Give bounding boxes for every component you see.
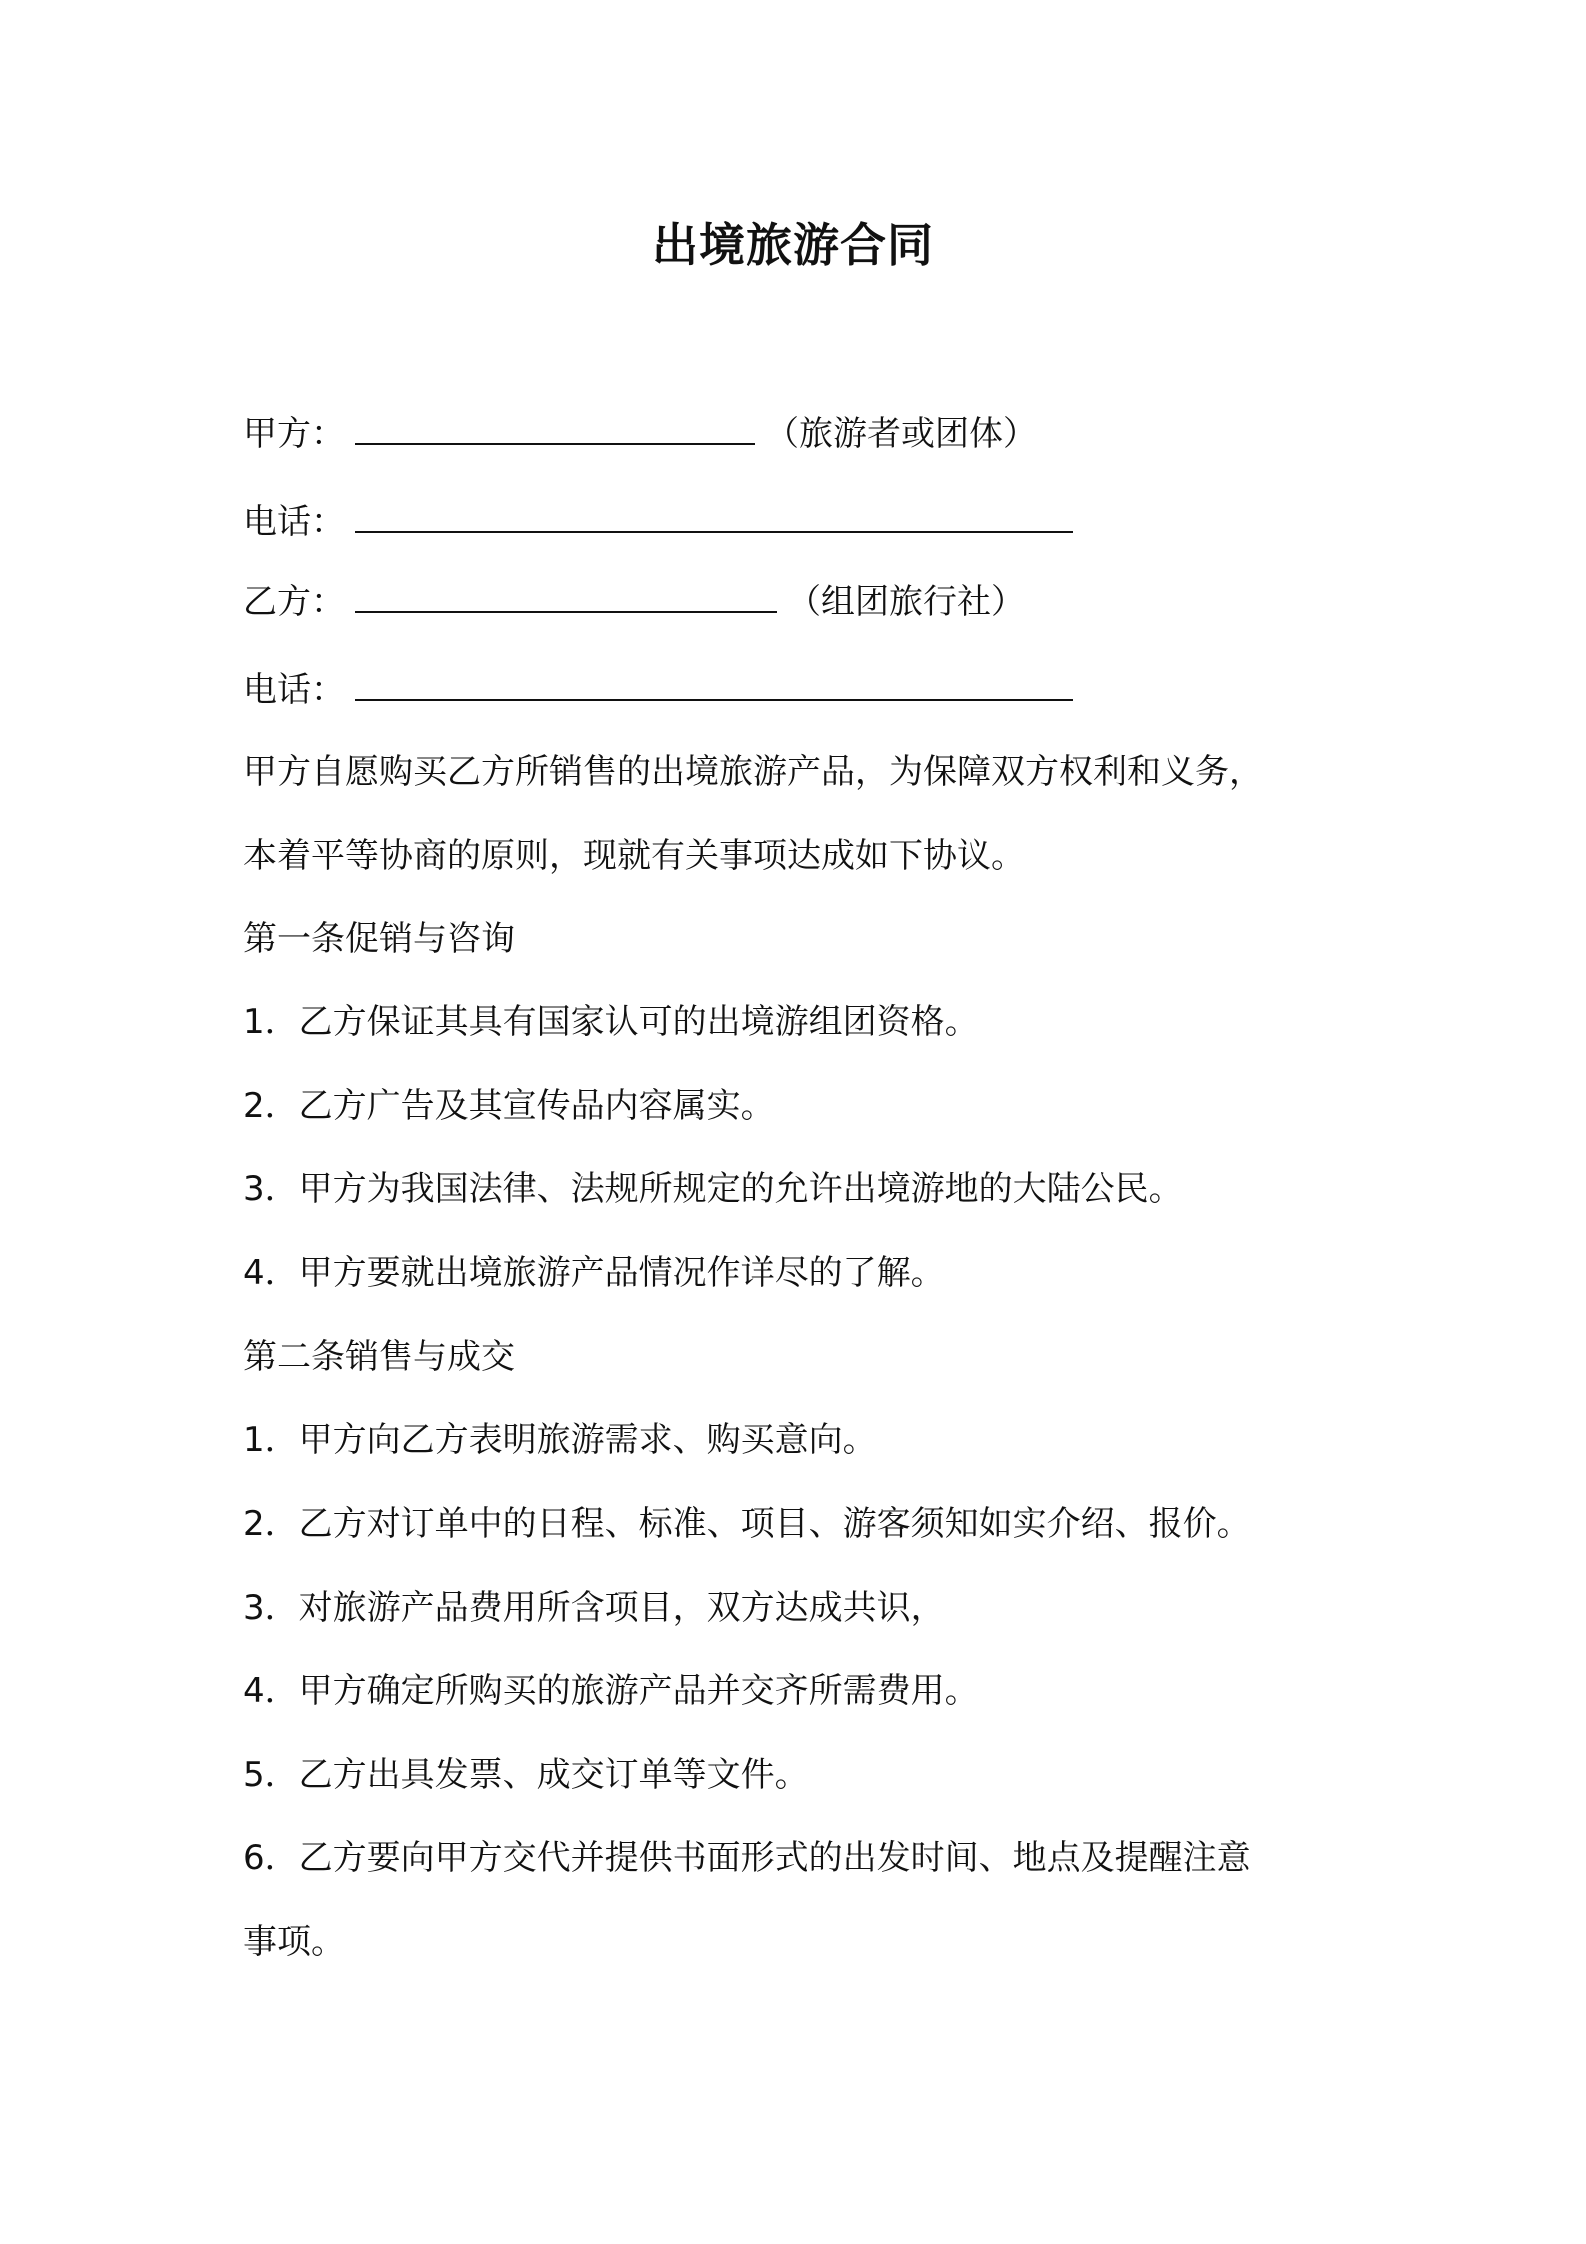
article2-item: 5．乙方出具发票、成交订单等文件。 [243, 1755, 809, 1795]
party-b-phone-label: 电话： [243, 670, 345, 710]
article2-item-continued: 事项。 [243, 1922, 345, 1962]
article2-item: 3．对旅游产品费用所含项目，双方达成共识， [243, 1588, 945, 1628]
article2-item: 4．甲方确定所购买的旅游产品并交齐所需费用。 [243, 1671, 979, 1711]
party-a-phone-line [243, 500, 1083, 544]
intro-line-2: 本着平等协商的原则，现就有关事项达成如下协议。 [243, 836, 1025, 876]
document-title: 出境旅游合同 [652, 218, 934, 272]
party-a-phone-blank [355, 501, 1073, 533]
party-b-phone-line [243, 668, 1083, 712]
party-b-blank [355, 581, 777, 613]
article1-item: 4．甲方要就出境旅游产品情况作详尽的了解。 [243, 1253, 945, 1293]
party-a-phone-label: 电话： [243, 502, 345, 542]
intro-line-1: 甲方自愿购买乙方所销售的出境旅游产品，为保障双方权利和义务， [243, 752, 1263, 792]
article1-heading: 第一条促销与咨询 [243, 919, 515, 959]
party-a-label: 甲方： [243, 414, 345, 454]
article1-item: 3．甲方为我国法律、法规所规定的允许出境游地的大陆公民。 [243, 1169, 1183, 1209]
party-b-label: 乙方： [243, 582, 345, 622]
party-a-blank [355, 413, 755, 445]
party-b-phone-blank [355, 669, 1073, 701]
article2-item: 1．甲方向乙方表明旅游需求、购买意向。 [243, 1420, 877, 1460]
party-a-note: （旅游者或团体） [765, 414, 1037, 454]
article2-item: 6．乙方要向甲方交代并提供书面形式的出发时间、地点及提醒注意 [243, 1838, 1251, 1878]
article1-item: 1．乙方保证其具有国家认可的出境游组团资格。 [243, 1002, 979, 1042]
party-b-line [243, 580, 1025, 624]
party-a-line [243, 412, 1037, 456]
article2-item: 2．乙方对订单中的日程、标准、项目、游客须知如实介绍、报价。 [243, 1504, 1251, 1544]
article2-heading: 第二条销售与成交 [243, 1337, 515, 1377]
article1-item: 2．乙方广告及其宣传品内容属实。 [243, 1086, 775, 1126]
party-b-note: （组团旅行社） [787, 582, 1025, 622]
